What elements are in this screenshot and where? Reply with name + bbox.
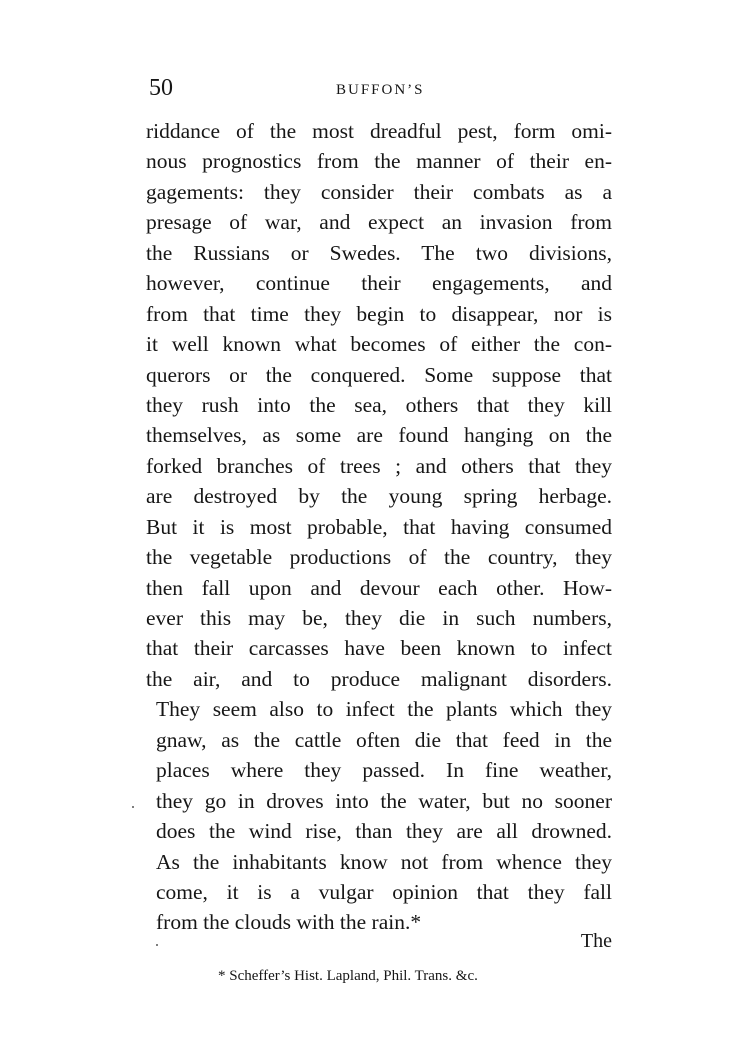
body-text [146, 116, 612, 938]
page-number: 50 [149, 75, 173, 101]
running-head: BUFFON’S [336, 82, 425, 98]
text-line: that their carcasses have been known to infect [146, 636, 612, 661]
text-line: from the clouds with the rain.* [156, 910, 422, 935]
text-line: They seem also to infect the plants which they [156, 697, 612, 722]
text-line: presage of war, and expect an invasion from [146, 210, 612, 235]
catchword: The [580, 930, 612, 952]
text-line: ever this may be, they die in such numbers, [146, 606, 612, 630]
text-line: gnaw, as the cattle often die that feed in the [156, 727, 612, 752]
text-line: they go in droves into the water, but no sooner [156, 788, 612, 813]
text-line: does the wind rise, than they are all drowned. [156, 819, 612, 844]
footnote: * Scheffer’s Hist. Lapland, Phil. Trans. &c. [218, 968, 478, 984]
text-line: nous prognostics from the manner of their en- [146, 149, 612, 174]
text-line: places where they passed. In fine weather, [156, 758, 612, 783]
text-line: querors or the conquered. Some suppose that [146, 362, 612, 387]
text-line: forked branches of trees ; and others that they [146, 453, 612, 478]
text-line: the air, and to produce malignant disorders. [146, 666, 612, 691]
print-speck [132, 806, 134, 808]
text-line: they rush into the sea, others that they kill [146, 392, 612, 417]
text-line: the Russians or Swedes. The two divisions, [146, 240, 612, 265]
text-line: then fall upon and devour each other. How- [146, 575, 612, 600]
print-speck [156, 944, 158, 946]
text-line: As the inhabitants know not from whence they [156, 849, 612, 874]
text-line: the vegetable productions of the country, they [146, 545, 612, 570]
text-line: But it is most probable, that having consumed [146, 514, 612, 539]
text-line: from that time they begin to disappear, nor is [146, 301, 612, 326]
text-line: gagements: they consider their combats as a [146, 179, 612, 204]
text-line: it well known what becomes of either the con- [146, 332, 612, 357]
text-line: however, continue their engagements, and [146, 271, 612, 296]
text-line: themselves, as some are found hanging on the [146, 423, 612, 448]
text-line: riddance of the most dreadful pest, form omi- [146, 119, 612, 143]
text-line: come, it is a vulgar opinion that they fall [156, 879, 612, 904]
text-line: are destroyed by the young spring herbage. [146, 484, 612, 509]
